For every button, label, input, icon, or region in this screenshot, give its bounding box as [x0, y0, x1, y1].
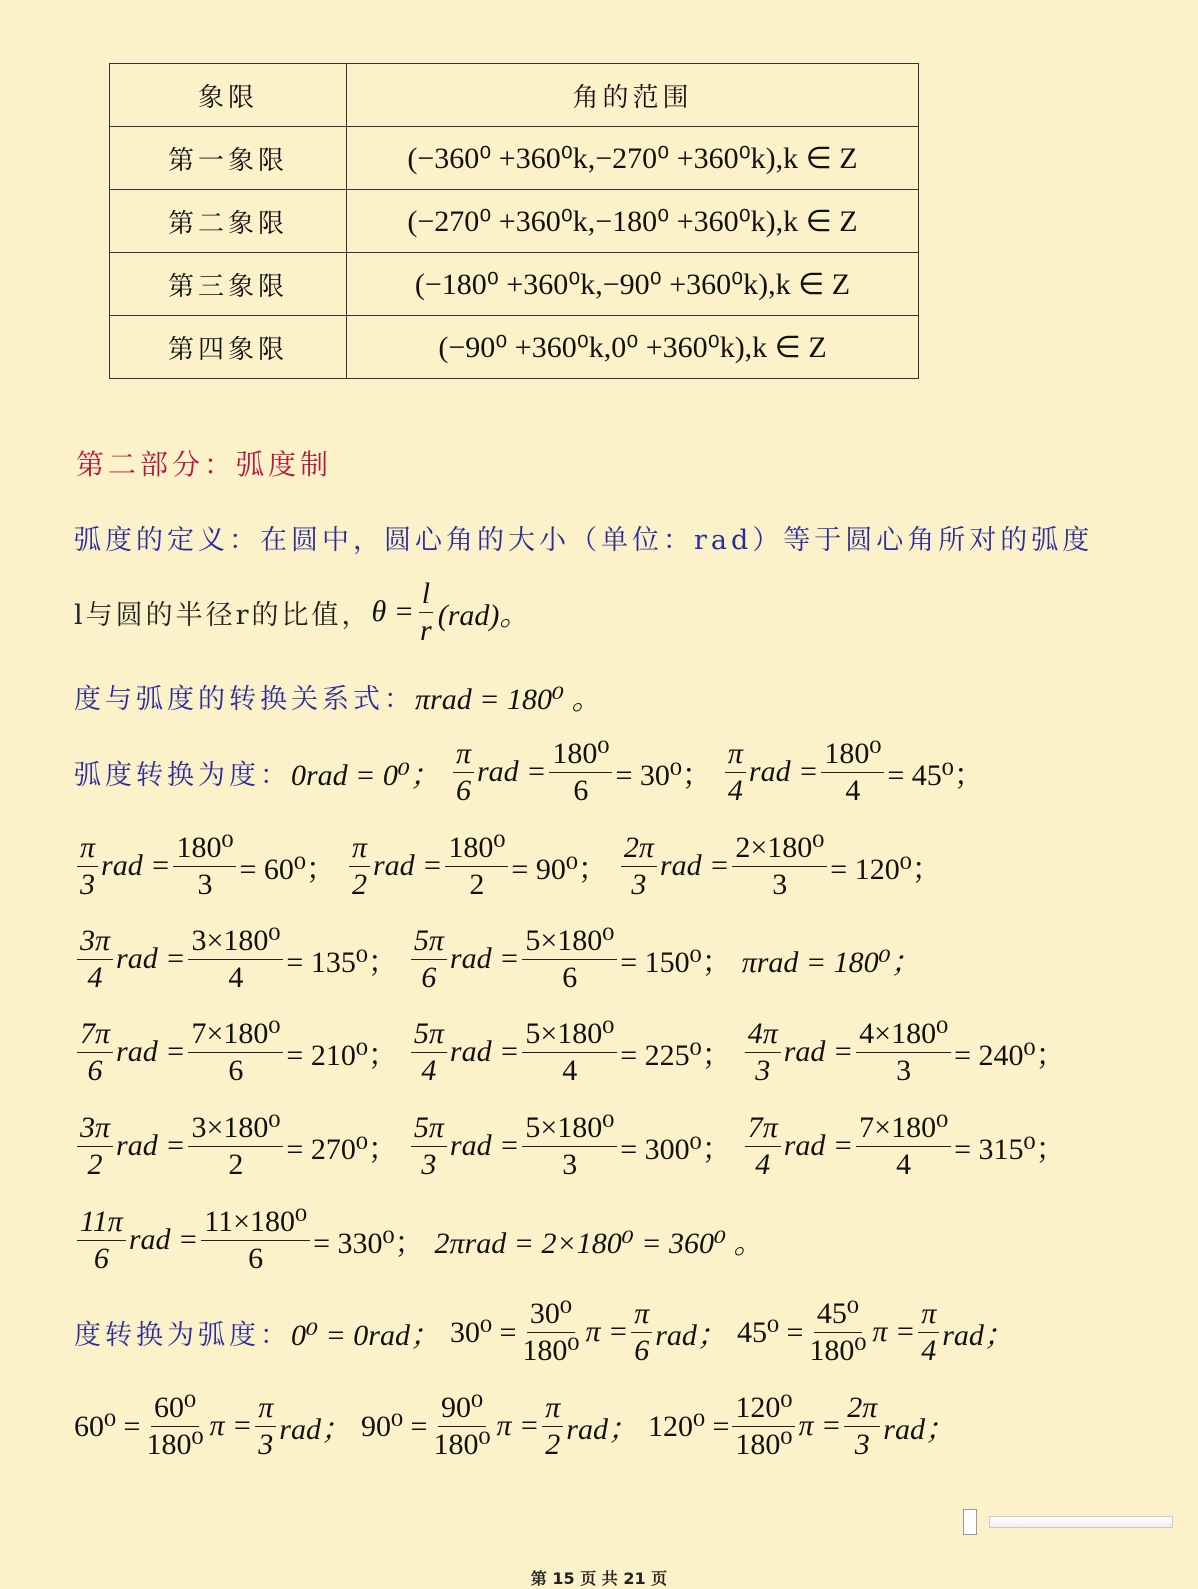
- equation-text: 0rad = 0⁰；: [291, 759, 440, 792]
- fraction-denominator: 2: [351, 867, 367, 901]
- fraction-denominator: 4: [921, 1333, 937, 1367]
- rad-to-deg-line: [74, 832, 952, 900]
- fraction-numerator: 5π: [411, 925, 447, 960]
- fraction: [143, 1392, 206, 1460]
- fraction: [173, 832, 236, 900]
- fraction-denominator: r: [420, 613, 432, 647]
- fraction-denominator: 4: [421, 1053, 437, 1087]
- rad-unit: rad；: [279, 1413, 351, 1446]
- fraction-numerator: π: [631, 1298, 652, 1333]
- fraction-numerator: 2π: [621, 832, 657, 867]
- definition-line-2: [74, 578, 529, 646]
- fraction-denominator: 6: [421, 960, 437, 994]
- table-row: [110, 253, 919, 316]
- fraction-denominator: 6: [228, 1053, 244, 1087]
- equation-result: = 225⁰；: [620, 1039, 732, 1072]
- fraction-numerator: π: [77, 832, 98, 867]
- rad-to-deg-line: [74, 1112, 1076, 1180]
- rad-unit: rad =: [783, 1035, 854, 1068]
- table-row: [110, 190, 919, 253]
- fraction: [188, 925, 283, 993]
- rad-unit: rad =: [449, 1129, 520, 1162]
- fraction-denominator: 180⁰: [433, 1427, 491, 1461]
- table-cell-quadrant: 第一象限: [110, 127, 347, 190]
- rad-unit: rad =: [101, 849, 171, 882]
- degree-value: 45⁰ =: [736, 1315, 804, 1349]
- fraction-numerator: 90⁰: [438, 1392, 486, 1427]
- table-cell-range: (−360⁰ +360⁰k,−270⁰ +360⁰k),k ∈ Z: [347, 127, 919, 190]
- fraction-numerator: 11π: [77, 1206, 126, 1241]
- definition-text-2: l与圆的半径r的比值，: [74, 599, 372, 631]
- rad-to-deg-line: [74, 1018, 1076, 1086]
- definition-text: 弧度的定义：在圆中，圆心角的大小（单位：rad）等于圆心角所对的弧度: [74, 525, 1094, 556]
- fraction-numerator: 3×180⁰: [188, 1112, 283, 1147]
- fraction: [188, 1112, 283, 1180]
- fraction: [411, 1018, 447, 1086]
- equation-result: = 120⁰；: [830, 853, 942, 886]
- fraction-numerator: 180⁰: [445, 832, 508, 867]
- fraction-numerator: π: [725, 738, 746, 773]
- fraction-numerator: π: [255, 1392, 276, 1427]
- fraction: [453, 738, 474, 806]
- fraction-numerator: 7×180⁰: [188, 1018, 283, 1053]
- fraction: [745, 1018, 781, 1086]
- fraction-numerator: 60⁰: [151, 1392, 199, 1427]
- fraction: [522, 1112, 617, 1180]
- fraction-denominator: 180⁰: [809, 1333, 867, 1367]
- fraction-numerator: 180⁰: [173, 832, 236, 867]
- rad-unit: rad；: [566, 1413, 638, 1446]
- section-title: 第二部分：弧度制: [76, 448, 333, 481]
- table-cell-range: (−180⁰ +360⁰k,−90⁰ +360⁰k),k ∈ Z: [347, 253, 919, 316]
- fraction-denominator: 3: [258, 1427, 274, 1461]
- equation-result: = 90⁰；: [511, 853, 608, 886]
- pi-symbol: π =: [798, 1409, 842, 1442]
- pi-symbol: π =: [496, 1409, 540, 1442]
- table-cell-quadrant: 第三象限: [110, 253, 347, 316]
- equation-result: = 300⁰；: [620, 1133, 732, 1166]
- table-header-quadrant: 象限: [110, 64, 347, 127]
- fraction: [725, 738, 746, 806]
- fraction-denominator: 6: [87, 1053, 103, 1087]
- fraction-denominator: 3: [854, 1427, 870, 1461]
- rad-unit: rad =: [449, 942, 520, 975]
- page-number: 第 15 页 共 21 页: [530, 1569, 668, 1588]
- fraction-denominator: 180⁰: [146, 1427, 204, 1461]
- deg-to-rad-line: [74, 1298, 1024, 1366]
- fraction-denominator: 2: [545, 1427, 561, 1461]
- fraction-denominator: 4: [896, 1147, 912, 1181]
- fraction: [77, 1206, 126, 1274]
- fraction-numerator: 30⁰: [527, 1298, 575, 1333]
- fraction-denominator: 6: [634, 1333, 650, 1367]
- fraction: [411, 925, 447, 993]
- equation-text: 0⁰ = 0rad；: [291, 1319, 440, 1352]
- fraction-denominator: 3: [562, 1147, 578, 1181]
- fraction-denominator: 3: [896, 1053, 912, 1087]
- deg-to-rad-line: [74, 1392, 965, 1460]
- fraction-numerator: 11×180⁰: [201, 1206, 310, 1241]
- fraction-numerator: 4π: [745, 1018, 781, 1053]
- scroll-marker: [963, 1507, 1173, 1537]
- fraction-denominator: 3: [755, 1053, 771, 1087]
- fraction-denominator: 3: [80, 867, 96, 901]
- fraction-numerator: 120⁰: [732, 1392, 795, 1427]
- fraction-denominator: 4: [727, 773, 743, 807]
- equation-result: = 210⁰；: [286, 1039, 398, 1072]
- fraction: [255, 1392, 276, 1460]
- table-header-row: [110, 64, 919, 127]
- fraction: [856, 1018, 951, 1086]
- fraction-numerator: 5π: [411, 1018, 447, 1053]
- fraction-numerator: 5×180⁰: [522, 1112, 617, 1147]
- fraction: [77, 1018, 113, 1086]
- fraction-denominator: 6: [93, 1241, 109, 1275]
- fraction: [732, 832, 827, 900]
- table-cell-range: (−270⁰ +360⁰k,−180⁰ +360⁰k),k ∈ Z: [347, 190, 919, 253]
- fraction-denominator: 2: [228, 1147, 244, 1181]
- equation-text: 2πrad = 2×180⁰ = 360⁰ 。: [434, 1227, 764, 1260]
- fraction: [844, 1392, 880, 1460]
- fraction-denominator: 180⁰: [522, 1333, 580, 1367]
- rad-unit: rad；: [883, 1413, 955, 1446]
- fraction: [430, 1392, 493, 1460]
- pi-symbol: π =: [209, 1409, 253, 1442]
- table-row: [110, 127, 919, 190]
- fraction: [549, 738, 612, 806]
- fraction: [201, 1206, 310, 1274]
- fraction-numerator: π: [542, 1392, 563, 1427]
- fraction: [745, 1112, 781, 1180]
- rad-unit: rad =: [659, 849, 730, 882]
- fraction-numerator: 3×180⁰: [188, 925, 283, 960]
- pi-symbol: π =: [585, 1315, 629, 1348]
- fraction: [77, 832, 98, 900]
- equation-result: = 330⁰；: [313, 1227, 425, 1260]
- fraction-denominator: 180⁰: [735, 1427, 793, 1461]
- fraction: [918, 1298, 939, 1366]
- rad-unit: rad =: [116, 1035, 186, 1068]
- rad-unit: rad =: [449, 1035, 520, 1068]
- equation-result: = 45⁰；: [887, 759, 984, 792]
- degree-value: 60⁰ =: [74, 1409, 141, 1443]
- fraction: [519, 1298, 582, 1366]
- fraction-numerator: 2×180⁰: [732, 832, 827, 867]
- fraction: [856, 1112, 951, 1180]
- fraction: [821, 738, 884, 806]
- fraction-denominator: 4: [228, 960, 244, 994]
- fraction: [188, 1018, 283, 1086]
- fraction-numerator: 5×180⁰: [522, 1018, 617, 1053]
- fraction-numerator: 45⁰: [814, 1298, 862, 1333]
- fraction-denominator: 6: [248, 1241, 264, 1275]
- fraction-denominator: 2: [469, 867, 485, 901]
- fraction-denominator: 4: [755, 1147, 771, 1181]
- marker-bar-icon: [963, 1509, 977, 1535]
- rad-unit: (rad)。: [437, 599, 530, 632]
- equation-result: = 315⁰；: [954, 1133, 1066, 1166]
- fraction-numerator: 7×180⁰: [856, 1112, 951, 1147]
- fraction: [621, 832, 657, 900]
- fraction: [631, 1298, 652, 1366]
- fraction-numerator: 3π: [77, 1112, 113, 1147]
- fraction-numerator: 5×180⁰: [522, 925, 617, 960]
- rad-to-deg-line: [74, 925, 931, 993]
- conversion-label: 度与弧度的转换关系式：: [74, 683, 415, 715]
- fraction-denominator: 6: [562, 960, 578, 994]
- quadrant-table: [109, 63, 919, 379]
- fraction: [349, 832, 370, 900]
- fraction-numerator: 7π: [77, 1018, 113, 1053]
- table-cell-range: (−90⁰ +360⁰k,0⁰ +360⁰k),k ∈ Z: [347, 316, 919, 379]
- rad-unit: rad =: [128, 1223, 199, 1256]
- equation-result: = 135⁰；: [286, 946, 398, 979]
- equation-result: = 270⁰；: [286, 1133, 398, 1166]
- fraction-numerator: 180⁰: [821, 738, 884, 773]
- fraction-denominator: 3: [421, 1147, 437, 1181]
- fraction-denominator: 4: [87, 960, 103, 994]
- fraction-numerator: π: [453, 738, 474, 773]
- rad-unit: rad；: [655, 1319, 727, 1352]
- fraction-numerator: 2π: [844, 1392, 880, 1427]
- rad-unit: rad =: [116, 1129, 186, 1162]
- marker-rule: [989, 1516, 1173, 1528]
- fraction-denominator: 2: [87, 1147, 103, 1181]
- fraction-numerator: 7π: [745, 1112, 781, 1147]
- pi-symbol: π =: [872, 1315, 916, 1348]
- rad-to-deg-line: [74, 738, 994, 806]
- table-header-range: 角的范围: [347, 64, 919, 127]
- table-row: [110, 316, 919, 379]
- fraction-numerator: 3π: [77, 925, 113, 960]
- rad-unit: rad；: [942, 1319, 1014, 1352]
- rad-unit: rad =: [116, 942, 186, 975]
- deg-to-rad-label: 度转换为弧度：: [74, 1319, 291, 1351]
- fraction: [445, 832, 508, 900]
- fraction: [411, 1112, 447, 1180]
- fraction: [77, 1112, 113, 1180]
- fraction-denominator: 6: [573, 773, 589, 807]
- conversion-line: [74, 674, 601, 718]
- fraction: [542, 1392, 563, 1460]
- l-over-r-fraction: [417, 578, 435, 646]
- fraction-numerator: 4×180⁰: [856, 1018, 951, 1053]
- degree-value: 120⁰ =: [647, 1409, 730, 1443]
- fraction: [522, 925, 617, 993]
- fraction: [522, 1018, 617, 1086]
- fraction-numerator: π: [918, 1298, 939, 1333]
- conversion-formula: πrad = 180⁰ 。: [415, 683, 602, 716]
- fraction-denominator: 6: [455, 773, 471, 807]
- fraction-denominator: 4: [562, 1053, 578, 1087]
- fraction-denominator: 4: [845, 773, 861, 807]
- rad-unit: rad =: [748, 755, 819, 788]
- rad-unit: rad =: [476, 755, 547, 788]
- rad-to-deg-label: 弧度转换为度：: [74, 759, 291, 791]
- fraction: [806, 1298, 869, 1366]
- equation-result: = 60⁰；: [239, 853, 336, 886]
- fraction-denominator: 3: [772, 867, 788, 901]
- fraction: [732, 1392, 795, 1460]
- degree-value: 90⁰ =: [360, 1409, 428, 1443]
- rad-unit: rad =: [783, 1129, 854, 1162]
- fraction-numerator: π: [349, 832, 370, 867]
- theta-lhs: θ =: [371, 595, 415, 628]
- fraction-denominator: 3: [631, 867, 647, 901]
- equation-result: = 240⁰；: [954, 1039, 1066, 1072]
- definition-line-1: [74, 518, 1093, 557]
- table-cell-quadrant: 第四象限: [110, 316, 347, 379]
- rad-to-deg-line: [74, 1206, 774, 1274]
- fraction-denominator: 3: [197, 867, 213, 901]
- rad-unit: rad =: [372, 849, 443, 882]
- table-cell-quadrant: 第二象限: [110, 190, 347, 253]
- degree-value: 30⁰ =: [449, 1315, 517, 1349]
- equation-result: = 30⁰；: [615, 759, 712, 792]
- equation-text: πrad = 180⁰；: [741, 946, 921, 979]
- fraction: [77, 925, 113, 993]
- fraction-numerator: 5π: [411, 1112, 447, 1147]
- equation-result: = 150⁰；: [620, 946, 732, 979]
- fraction-numerator: l: [419, 578, 433, 613]
- fraction-numerator: 180⁰: [549, 738, 612, 773]
